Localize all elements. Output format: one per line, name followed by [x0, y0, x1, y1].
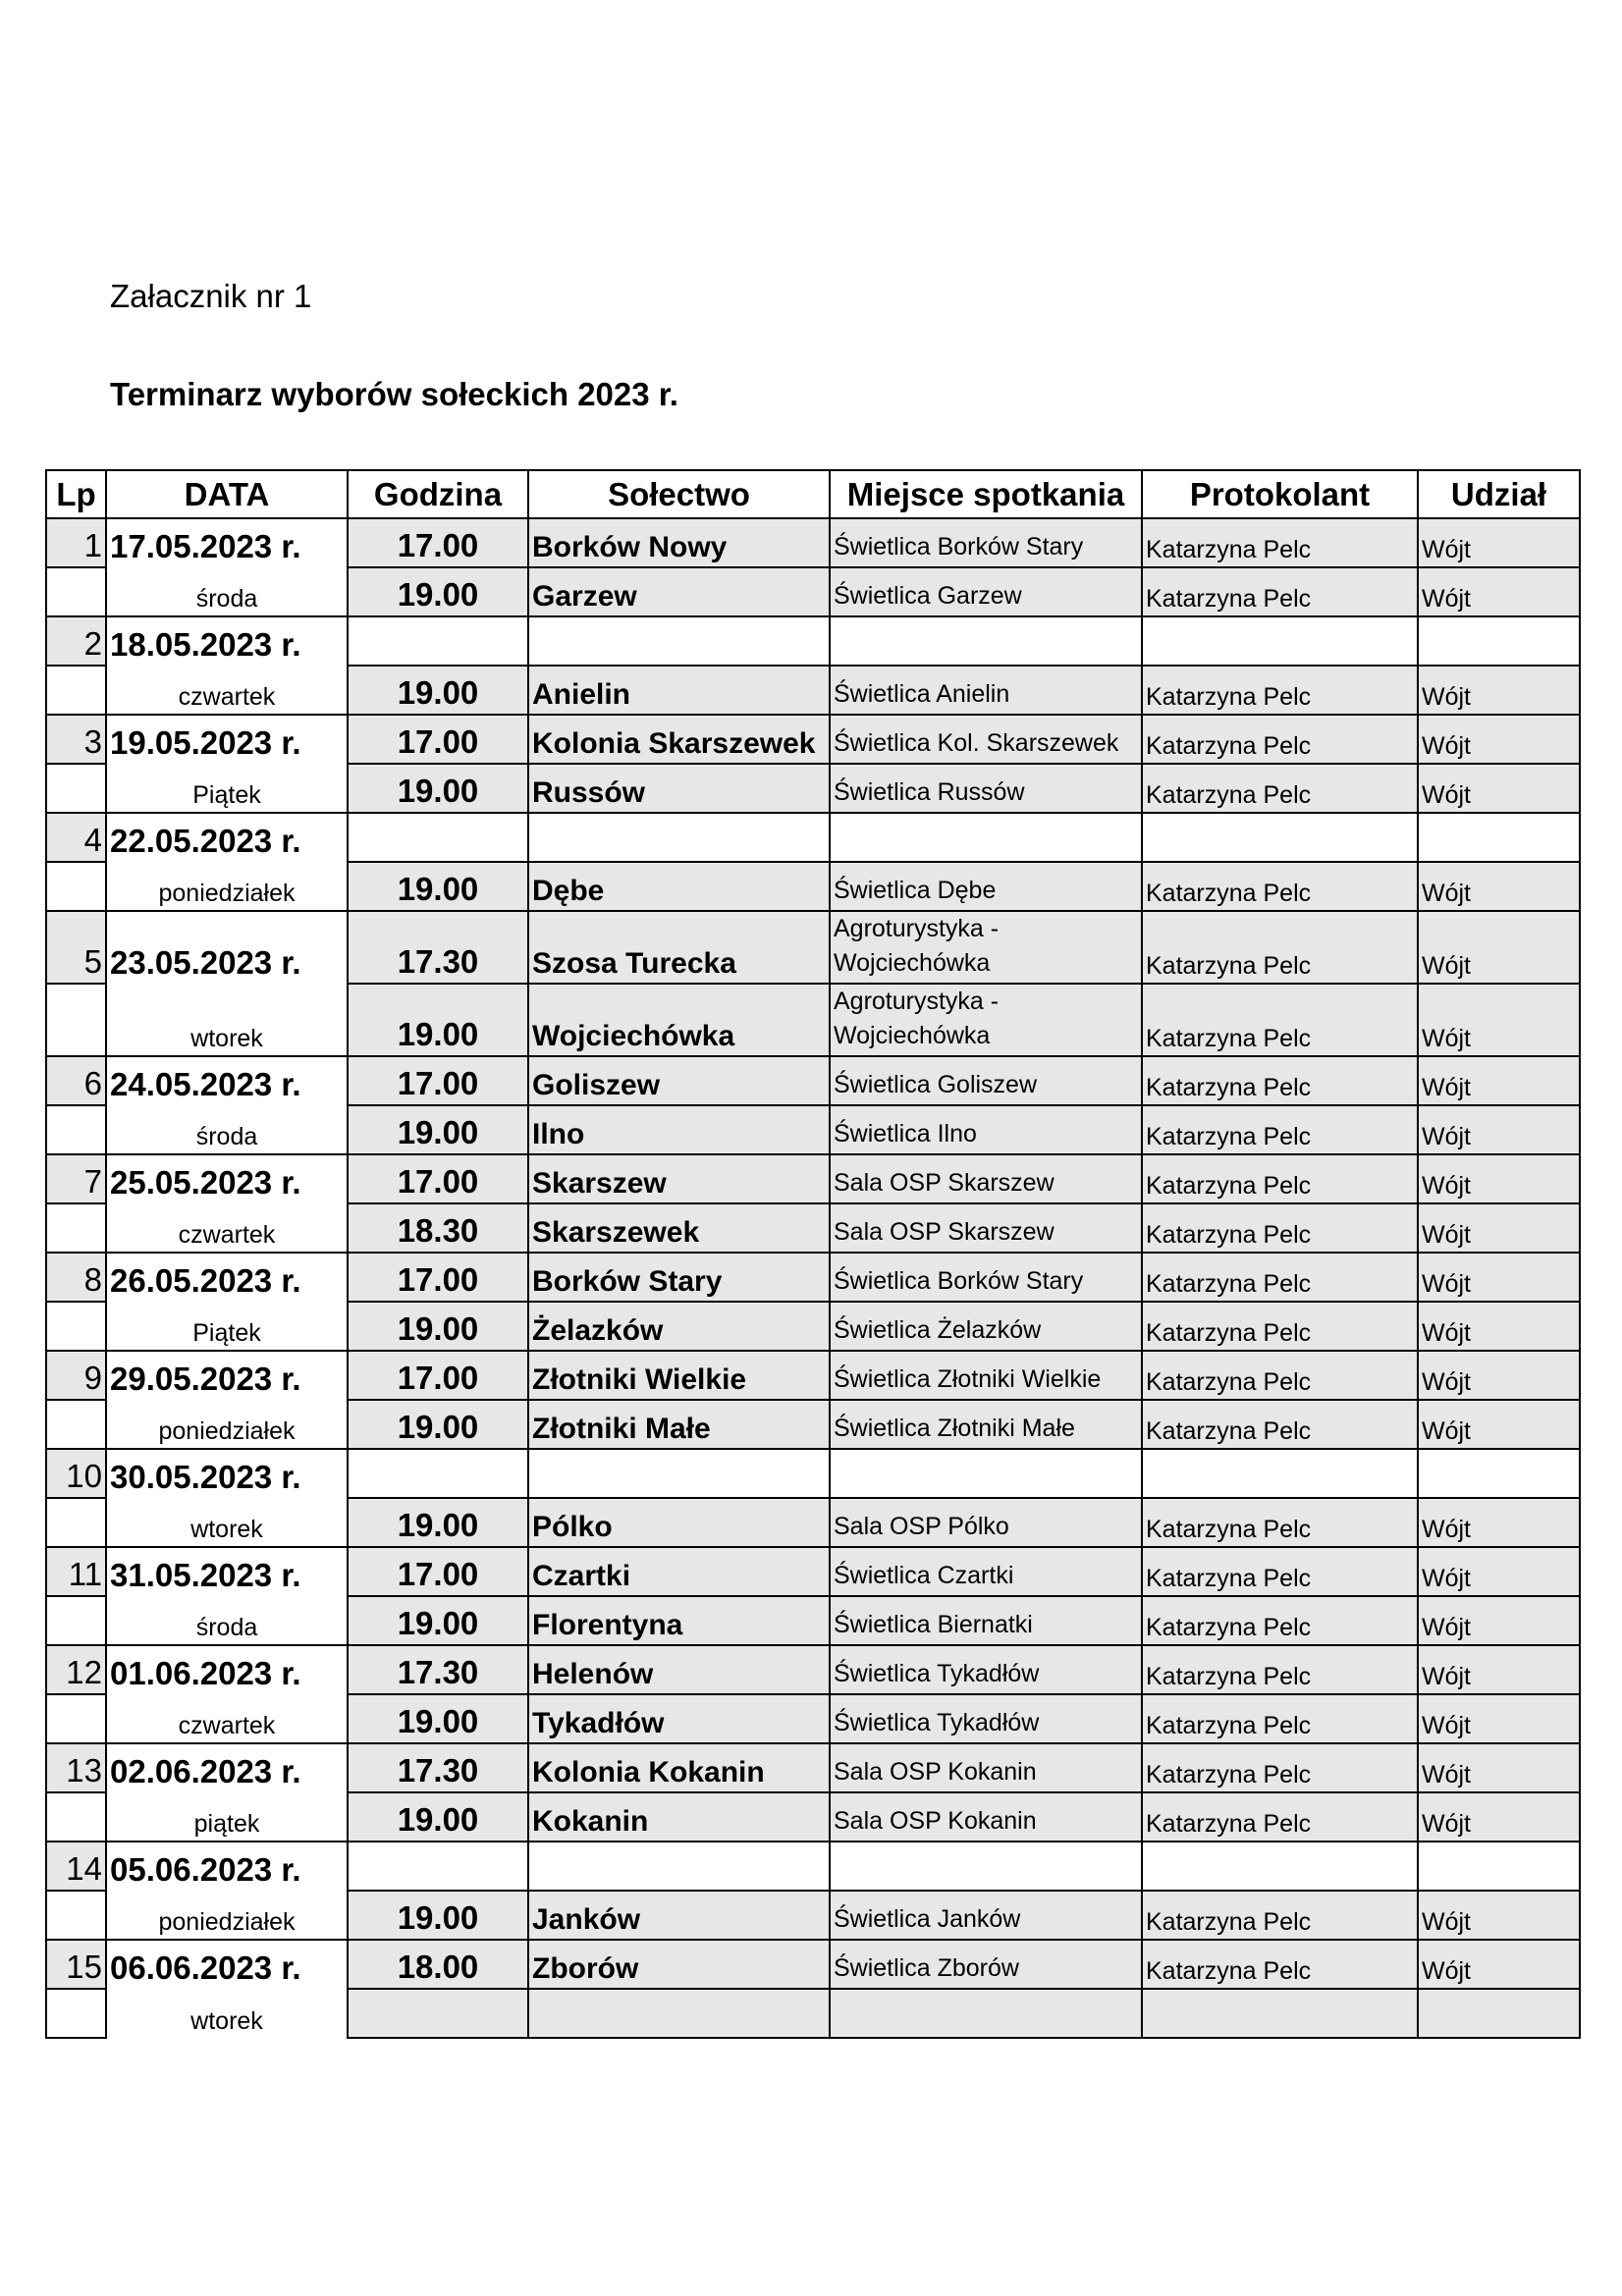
meeting-place-cell: Sala OSP Skarszew: [830, 1203, 1142, 1253]
attendance-cell: Wójt: [1418, 1547, 1580, 1596]
clerk-cell: Katarzyna Pelc: [1142, 1547, 1418, 1596]
meeting-place-cell: Świetlica Borków Stary: [830, 518, 1142, 567]
lp-cell: [46, 984, 106, 1056]
time-cell: 19.00: [348, 1105, 528, 1154]
lp-cell: [46, 764, 106, 813]
attendance-cell: Wójt: [1418, 1105, 1580, 1154]
time-cell: 19.00: [348, 567, 528, 616]
header-attendance: Udział: [1418, 470, 1580, 518]
lp-cell: [46, 1203, 106, 1253]
time-cell: 17.00: [348, 1056, 528, 1105]
table-row: [46, 764, 1580, 813]
header-row: [46, 470, 1580, 518]
weekday-cell: wtorek: [106, 1989, 348, 2038]
weekday-cell: czwartek: [106, 1694, 348, 1743]
table-row: [46, 1891, 1580, 1940]
table-row: [46, 1842, 1580, 1891]
clerk-cell: Katarzyna Pelc: [1142, 764, 1418, 813]
time-cell: 18.30: [348, 1203, 528, 1253]
attendance-cell: [1418, 616, 1580, 666]
time-cell: 19.00: [348, 1302, 528, 1351]
time-cell: 17.00: [348, 518, 528, 567]
village-cell: Goliszew: [528, 1056, 830, 1105]
attendance-cell: Wójt: [1418, 715, 1580, 764]
table-row: [46, 1056, 1580, 1105]
village-cell: Ilno: [528, 1105, 830, 1154]
weekday-cell: poniedziałek: [106, 862, 348, 911]
date-cell: 25.05.2023 r.: [106, 1154, 348, 1203]
weekday-cell: środa: [106, 1105, 348, 1154]
village-cell: Garzew: [528, 567, 830, 616]
attendance-cell: Wójt: [1418, 1056, 1580, 1105]
lp-cell: [46, 666, 106, 715]
lp-cell: [46, 1989, 106, 2038]
village-cell: Złotniki Wielkie: [528, 1351, 830, 1400]
attendance-cell: Wójt: [1418, 1400, 1580, 1449]
lp-cell: 6: [46, 1056, 106, 1105]
meeting-place-cell: Świetlica Dębe: [830, 862, 1142, 911]
village-cell: Skarszewek: [528, 1203, 830, 1253]
clerk-cell: Katarzyna Pelc: [1142, 1940, 1418, 1989]
table-row: [46, 1351, 1580, 1400]
meeting-place-cell: Świetlica Ilno: [830, 1105, 1142, 1154]
table-row: [46, 1253, 1580, 1302]
weekday-cell: Piątek: [106, 764, 348, 813]
attendance-cell: Wójt: [1418, 1203, 1580, 1253]
schedule-body: [46, 518, 1580, 2038]
attendance-cell: Wójt: [1418, 1645, 1580, 1694]
village-cell: Szosa Turecka: [528, 911, 830, 984]
date-cell: 29.05.2023 r.: [106, 1351, 348, 1400]
village-cell: [528, 1842, 830, 1891]
village-cell: Borków Stary: [528, 1253, 830, 1302]
table-row: [46, 1989, 1580, 2038]
time-cell: 19.00: [348, 1400, 528, 1449]
table-row: [46, 813, 1580, 862]
lp-cell: 10: [46, 1449, 106, 1498]
header-meeting-place: Miejsce spotkania: [830, 470, 1142, 518]
table-row: [46, 862, 1580, 911]
table-row: [46, 1105, 1580, 1154]
meeting-place-cell: Świetlica Borków Stary: [830, 1253, 1142, 1302]
time-cell: 19.00: [348, 984, 528, 1056]
village-cell: Kokanin: [528, 1792, 830, 1842]
date-cell: 23.05.2023 r.: [106, 911, 348, 984]
village-cell: [528, 813, 830, 862]
time-cell: 19.00: [348, 764, 528, 813]
village-cell: Florentyna: [528, 1596, 830, 1645]
attendance-cell: Wójt: [1418, 567, 1580, 616]
time-cell: 17.30: [348, 1743, 528, 1792]
attendance-cell: Wójt: [1418, 911, 1580, 984]
lp-cell: [46, 1596, 106, 1645]
meeting-place-cell: Sala OSP Pólko: [830, 1498, 1142, 1547]
time-cell: [348, 813, 528, 862]
lp-cell: 5: [46, 911, 106, 984]
village-cell: Kolonia Skarszewek: [528, 715, 830, 764]
time-cell: [348, 1842, 528, 1891]
weekday-cell: piątek: [106, 1792, 348, 1842]
attendance-cell: Wójt: [1418, 1351, 1580, 1400]
lp-cell: 8: [46, 1253, 106, 1302]
clerk-cell: Katarzyna Pelc: [1142, 1400, 1418, 1449]
clerk-cell: Katarzyna Pelc: [1142, 1694, 1418, 1743]
clerk-cell: Katarzyna Pelc: [1142, 518, 1418, 567]
date-cell: 05.06.2023 r.: [106, 1842, 348, 1891]
attendance-cell: Wójt: [1418, 984, 1580, 1056]
attendance-cell: Wójt: [1418, 1792, 1580, 1842]
meeting-place-cell: Świetlica Biernatki: [830, 1596, 1142, 1645]
village-cell: Wojciechówka: [528, 984, 830, 1056]
clerk-cell: [1142, 616, 1418, 666]
lp-cell: 7: [46, 1154, 106, 1203]
weekday-cell: poniedziałek: [106, 1891, 348, 1940]
attendance-cell: [1418, 813, 1580, 862]
village-cell: Złotniki Małe: [528, 1400, 830, 1449]
table-row: [46, 518, 1580, 567]
time-cell: 19.00: [348, 862, 528, 911]
table-row: [46, 1596, 1580, 1645]
village-cell: Żelazków: [528, 1302, 830, 1351]
clerk-cell: Katarzyna Pelc: [1142, 1203, 1418, 1253]
time-cell: 17.00: [348, 1253, 528, 1302]
meeting-place-cell: Świetlica Tykadłów: [830, 1645, 1142, 1694]
lp-cell: [46, 1105, 106, 1154]
attendance-cell: [1418, 1449, 1580, 1498]
clerk-cell: Katarzyna Pelc: [1142, 1105, 1418, 1154]
table-row: [46, 1694, 1580, 1743]
attendance-cell: Wójt: [1418, 1302, 1580, 1351]
lp-cell: 12: [46, 1645, 106, 1694]
lp-cell: [46, 862, 106, 911]
meeting-place-cell: Świetlica Złotniki Wielkie: [830, 1351, 1142, 1400]
village-cell: Skarszew: [528, 1154, 830, 1203]
attendance-cell: [1418, 1989, 1580, 2038]
weekday-cell: wtorek: [106, 1498, 348, 1547]
table-row: [46, 1498, 1580, 1547]
header-clerk: Protokolant: [1142, 470, 1418, 518]
attendance-cell: Wójt: [1418, 518, 1580, 567]
meeting-place-cell: Sala OSP Skarszew: [830, 1154, 1142, 1203]
time-cell: 17.00: [348, 715, 528, 764]
lp-cell: [46, 567, 106, 616]
table-row: [46, 616, 1580, 666]
attendance-cell: Wójt: [1418, 666, 1580, 715]
clerk-cell: Katarzyna Pelc: [1142, 1253, 1418, 1302]
lp-cell: [46, 1400, 106, 1449]
date-cell: 31.05.2023 r.: [106, 1547, 348, 1596]
meeting-place-cell: Sala OSP Kokanin: [830, 1792, 1142, 1842]
clerk-cell: Katarzyna Pelc: [1142, 1792, 1418, 1842]
village-cell: Dębe: [528, 862, 830, 911]
lp-cell: 13: [46, 1743, 106, 1792]
table-row: [46, 567, 1580, 616]
clerk-cell: Katarzyna Pelc: [1142, 862, 1418, 911]
table-row: [46, 1792, 1580, 1842]
meeting-place-cell: Świetlica Anielin: [830, 666, 1142, 715]
weekday-cell: wtorek: [106, 984, 348, 1056]
village-cell: Czartki: [528, 1547, 830, 1596]
meeting-place-cell: [830, 813, 1142, 862]
clerk-cell: Katarzyna Pelc: [1142, 1891, 1418, 1940]
date-cell: 02.06.2023 r.: [106, 1743, 348, 1792]
attendance-cell: Wójt: [1418, 764, 1580, 813]
time-cell: [348, 1449, 528, 1498]
meeting-place-cell: Świetlica Kol. Skarszewek: [830, 715, 1142, 764]
village-cell: Zborów: [528, 1940, 830, 1989]
lp-cell: 15: [46, 1940, 106, 1989]
table-row: [46, 1203, 1580, 1253]
date-cell: 01.06.2023 r.: [106, 1645, 348, 1694]
date-cell: 18.05.2023 r.: [106, 616, 348, 666]
village-cell: Janków: [528, 1891, 830, 1940]
time-cell: 19.00: [348, 1498, 528, 1547]
lp-cell: [46, 1302, 106, 1351]
clerk-cell: Katarzyna Pelc: [1142, 1302, 1418, 1351]
table-row: [46, 1449, 1580, 1498]
attendance-cell: Wójt: [1418, 1498, 1580, 1547]
header-lp: Lp: [46, 470, 106, 518]
lp-cell: 1: [46, 518, 106, 567]
clerk-cell: [1142, 1989, 1418, 2038]
table-row: [46, 1743, 1580, 1792]
clerk-cell: Katarzyna Pelc: [1142, 1498, 1418, 1547]
village-cell: Helenów: [528, 1645, 830, 1694]
time-cell: 19.00: [348, 1596, 528, 1645]
time-cell: 17.00: [348, 1351, 528, 1400]
time-cell: 18.00: [348, 1940, 528, 1989]
lp-cell: 14: [46, 1842, 106, 1891]
attendance-cell: Wójt: [1418, 1253, 1580, 1302]
clerk-cell: Katarzyna Pelc: [1142, 1351, 1418, 1400]
date-cell: 24.05.2023 r.: [106, 1056, 348, 1105]
header-village: Sołectwo: [528, 470, 830, 518]
time-cell: 17.30: [348, 911, 528, 984]
table-row: [46, 1940, 1580, 1989]
clerk-cell: Katarzyna Pelc: [1142, 567, 1418, 616]
attendance-cell: Wójt: [1418, 1891, 1580, 1940]
weekday-cell: środa: [106, 1596, 348, 1645]
meeting-place-cell: Świetlica Żelazków: [830, 1302, 1142, 1351]
table-row: [46, 1400, 1580, 1449]
lp-cell: 9: [46, 1351, 106, 1400]
lp-cell: 11: [46, 1547, 106, 1596]
time-cell: 19.00: [348, 666, 528, 715]
attendance-cell: Wójt: [1418, 1694, 1580, 1743]
meeting-place-cell: [830, 1449, 1142, 1498]
weekday-cell: czwartek: [106, 666, 348, 715]
village-cell: Anielin: [528, 666, 830, 715]
lp-cell: 3: [46, 715, 106, 764]
meeting-place-cell: Agroturystyka - Wojciechówka: [830, 911, 1142, 984]
table-row: [46, 1154, 1580, 1203]
lp-cell: 4: [46, 813, 106, 862]
meeting-place-cell: [830, 616, 1142, 666]
lp-cell: [46, 1792, 106, 1842]
attendance-cell: Wójt: [1418, 1940, 1580, 1989]
meeting-place-cell: Świetlica Tykadłów: [830, 1694, 1142, 1743]
table-row: [46, 911, 1580, 984]
attendance-cell: [1418, 1842, 1580, 1891]
table-row: [46, 1645, 1580, 1694]
meeting-place-cell: Świetlica Russów: [830, 764, 1142, 813]
clerk-cell: [1142, 1842, 1418, 1891]
meeting-place-cell: Świetlica Garzew: [830, 567, 1142, 616]
time-cell: 17.00: [348, 1154, 528, 1203]
weekday-cell: Piątek: [106, 1302, 348, 1351]
meeting-place-cell: [830, 1989, 1142, 2038]
date-cell: 19.05.2023 r.: [106, 715, 348, 764]
lp-cell: [46, 1694, 106, 1743]
village-cell: [528, 616, 830, 666]
attachment-caption: Załacznik nr 1: [110, 278, 312, 314]
date-cell: 26.05.2023 r.: [106, 1253, 348, 1302]
meeting-place-cell: Świetlica Czartki: [830, 1547, 1142, 1596]
lp-cell: [46, 1891, 106, 1940]
clerk-cell: Katarzyna Pelc: [1142, 1743, 1418, 1792]
time-cell: 17.00: [348, 1547, 528, 1596]
header-time: Godzina: [348, 470, 528, 518]
document-title: Terminarz wyborów sołeckich 2023 r.: [110, 376, 678, 412]
date-cell: 22.05.2023 r.: [106, 813, 348, 862]
meeting-place-cell: Świetlica Janków: [830, 1891, 1142, 1940]
clerk-cell: [1142, 813, 1418, 862]
clerk-cell: Katarzyna Pelc: [1142, 1056, 1418, 1105]
attendance-cell: Wójt: [1418, 1743, 1580, 1792]
meeting-place-cell: Świetlica Zborów: [830, 1940, 1142, 1989]
village-cell: [528, 1989, 830, 2038]
date-cell: 30.05.2023 r.: [106, 1449, 348, 1498]
village-cell: Kolonia Kokanin: [528, 1743, 830, 1792]
election-schedule-table: [45, 469, 1581, 2039]
date-cell: 17.05.2023 r.: [106, 518, 348, 567]
village-cell: Borków Nowy: [528, 518, 830, 567]
time-cell: 19.00: [348, 1694, 528, 1743]
time-cell: [348, 1989, 528, 2038]
time-cell: 19.00: [348, 1792, 528, 1842]
weekday-cell: poniedziałek: [106, 1400, 348, 1449]
village-cell: [528, 1449, 830, 1498]
village-cell: Russów: [528, 764, 830, 813]
meeting-place-cell: Świetlica Goliszew: [830, 1056, 1142, 1105]
meeting-place-cell: Świetlica Złotniki Małe: [830, 1400, 1142, 1449]
date-cell: 06.06.2023 r.: [106, 1940, 348, 1989]
clerk-cell: Katarzyna Pelc: [1142, 1154, 1418, 1203]
clerk-cell: Katarzyna Pelc: [1142, 911, 1418, 984]
clerk-cell: Katarzyna Pelc: [1142, 715, 1418, 764]
table-row: [46, 715, 1580, 764]
attendance-cell: Wójt: [1418, 862, 1580, 911]
table-row: [46, 666, 1580, 715]
clerk-cell: Katarzyna Pelc: [1142, 1596, 1418, 1645]
table-row: [46, 984, 1580, 1056]
time-cell: [348, 616, 528, 666]
attendance-cell: Wójt: [1418, 1154, 1580, 1203]
clerk-cell: Katarzyna Pelc: [1142, 1645, 1418, 1694]
time-cell: 19.00: [348, 1891, 528, 1940]
lp-cell: [46, 1498, 106, 1547]
weekday-cell: środa: [106, 567, 348, 616]
time-cell: 17.30: [348, 1645, 528, 1694]
meeting-place-cell: Agroturystyka - Wojciechówka: [830, 984, 1142, 1056]
village-cell: Tykadłów: [528, 1694, 830, 1743]
meeting-place-cell: Sala OSP Kokanin: [830, 1743, 1142, 1792]
table-row: [46, 1547, 1580, 1596]
lp-cell: 2: [46, 616, 106, 666]
clerk-cell: Katarzyna Pelc: [1142, 984, 1418, 1056]
table-row: [46, 1302, 1580, 1351]
village-cell: Pólko: [528, 1498, 830, 1547]
header-date: DATA: [106, 470, 348, 518]
weekday-cell: czwartek: [106, 1203, 348, 1253]
clerk-cell: [1142, 1449, 1418, 1498]
clerk-cell: Katarzyna Pelc: [1142, 666, 1418, 715]
attendance-cell: Wójt: [1418, 1596, 1580, 1645]
meeting-place-cell: [830, 1842, 1142, 1891]
